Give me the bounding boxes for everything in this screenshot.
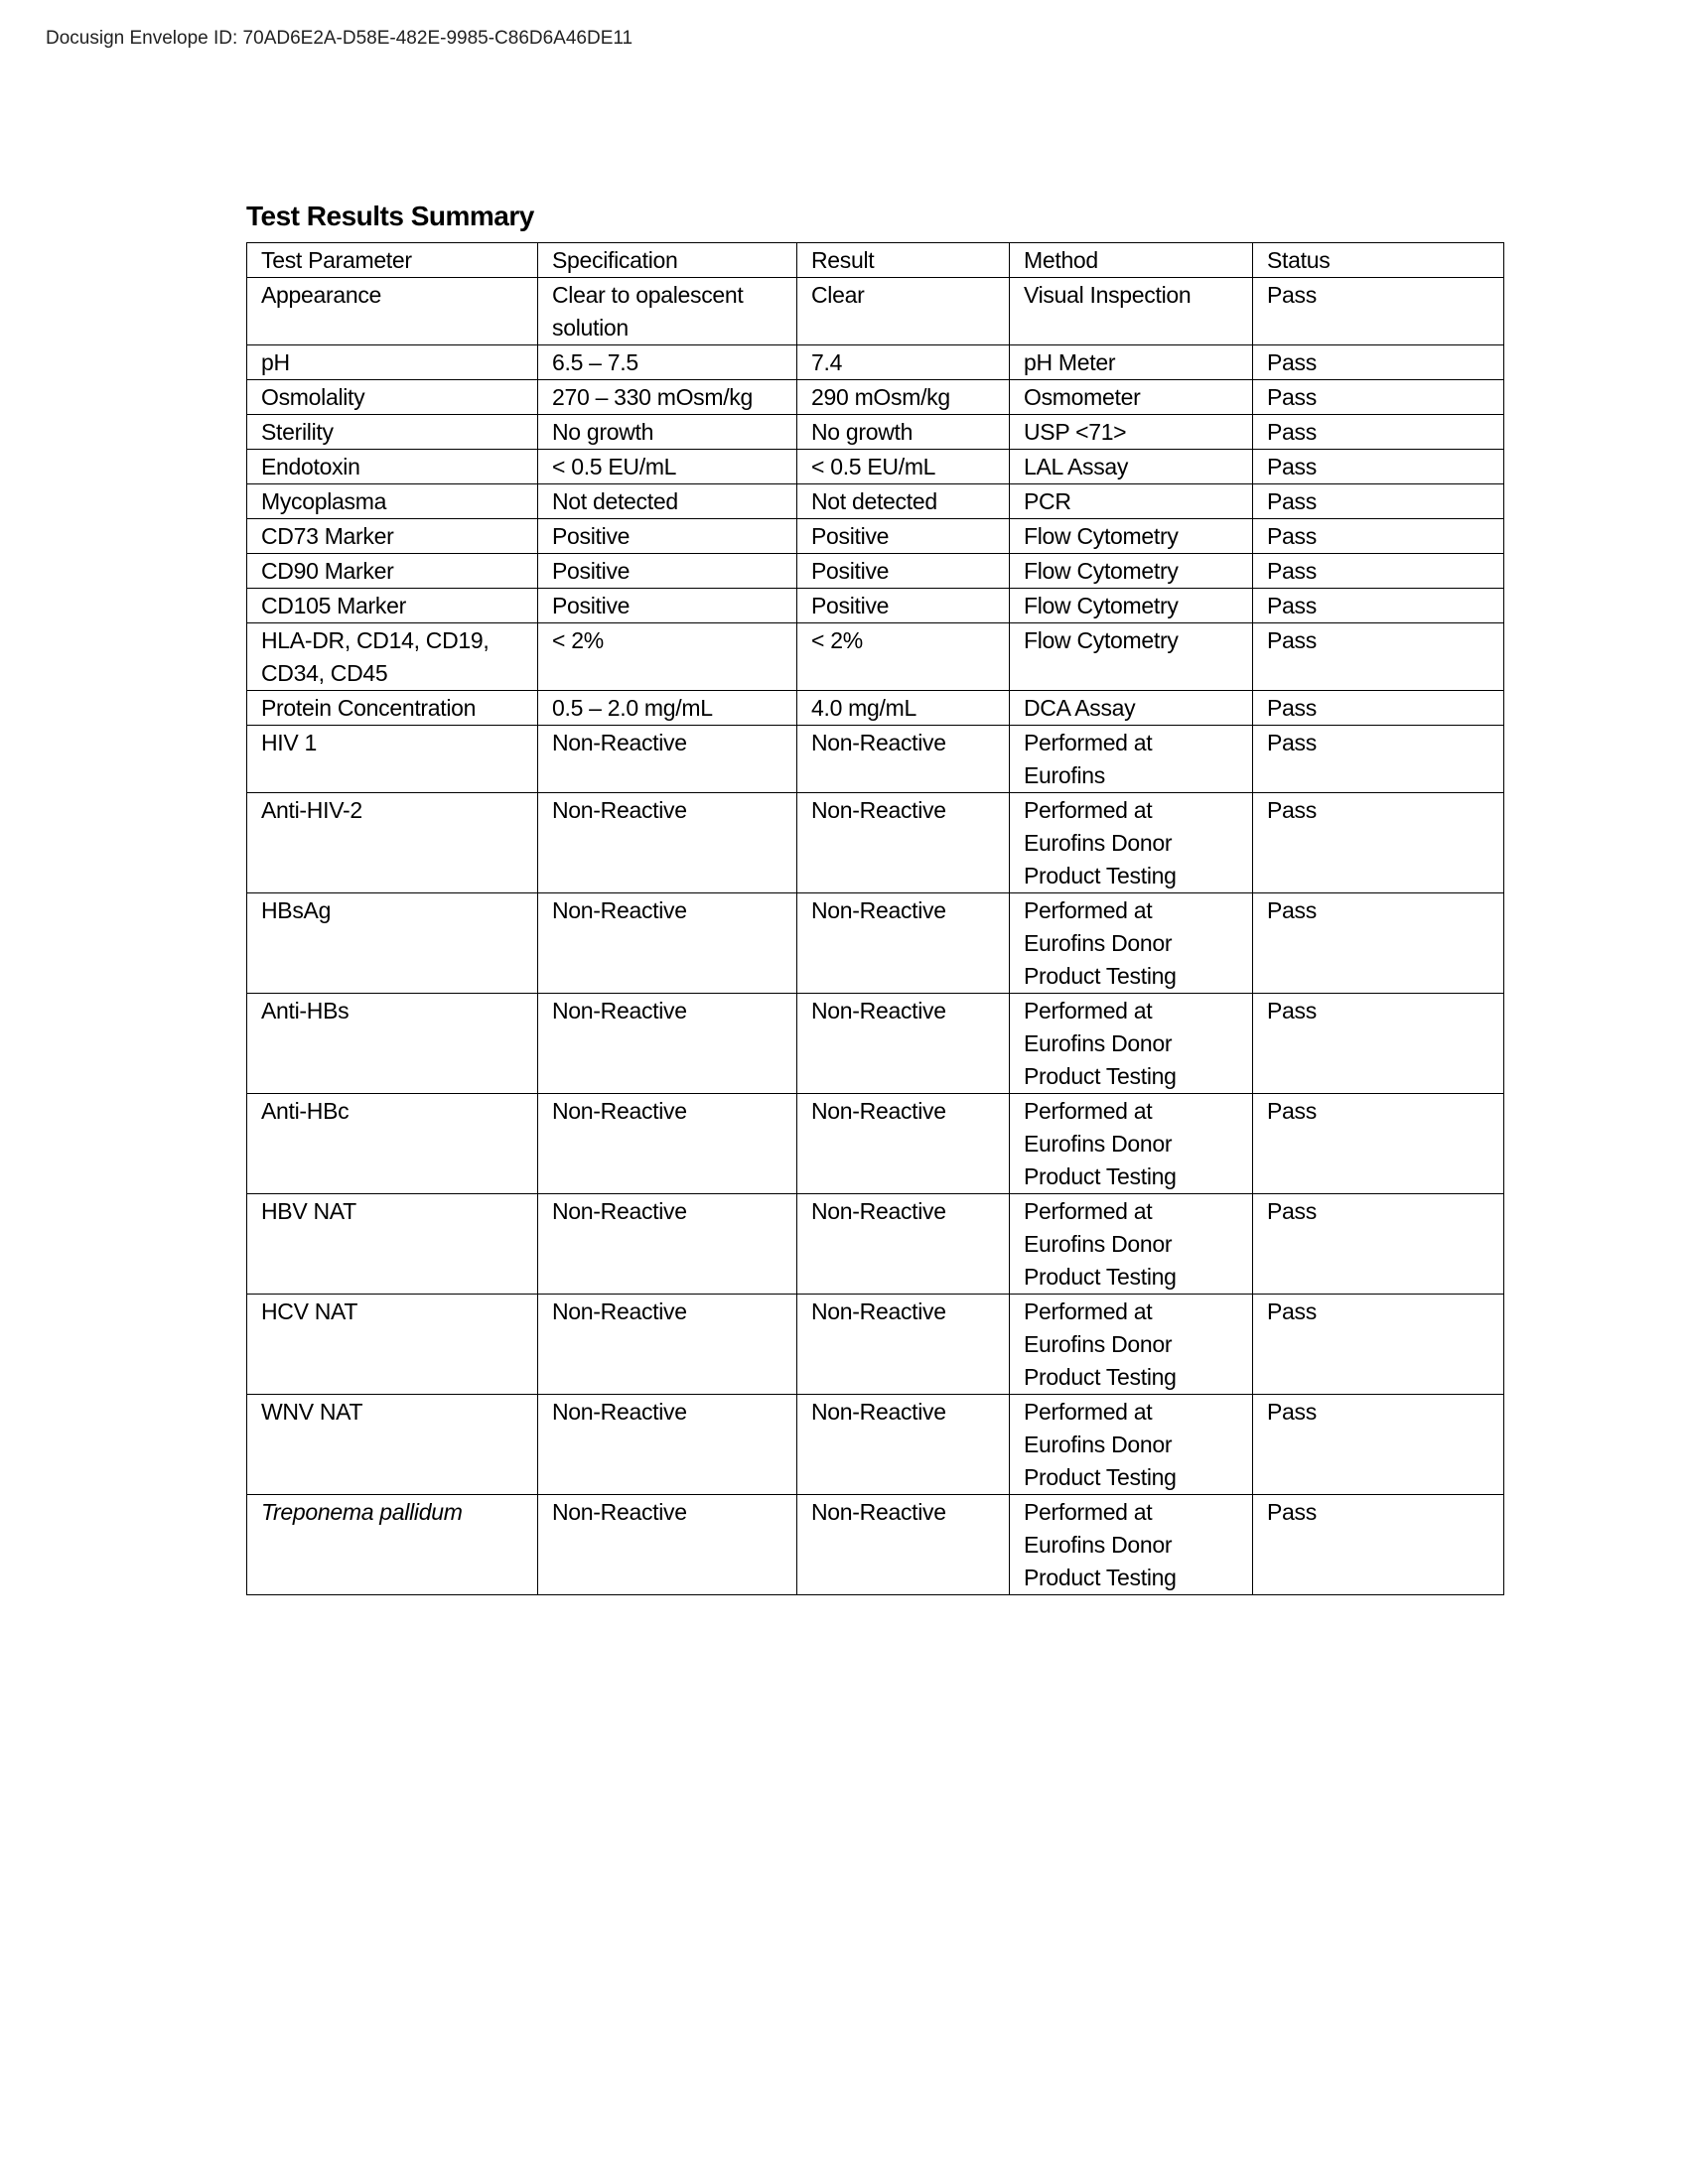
table-row bbox=[247, 1194, 1504, 1295]
cell-specification: Positive bbox=[538, 589, 797, 623]
cell-result: 4.0 mg/mL bbox=[797, 691, 1010, 726]
cell-method: Visual Inspection bbox=[1010, 278, 1253, 345]
cell-method: Osmometer bbox=[1010, 380, 1253, 415]
cell-method: Performed at Eurofins Donor Product Testing bbox=[1010, 1094, 1253, 1194]
cell-specification: 6.5 – 7.5 bbox=[538, 345, 797, 380]
cell-specification: Non-Reactive bbox=[538, 1295, 797, 1395]
cell-method: DCA Assay bbox=[1010, 691, 1253, 726]
cell-status: Pass bbox=[1253, 994, 1504, 1094]
cell-status: Pass bbox=[1253, 1295, 1504, 1395]
cell-status: Pass bbox=[1253, 1495, 1504, 1595]
cell-result: Non-Reactive bbox=[797, 1295, 1010, 1395]
cell-test-parameter: Anti-HIV-2 bbox=[247, 793, 538, 893]
cell-specification: Not detected bbox=[538, 484, 797, 519]
cell-result: Non-Reactive bbox=[797, 1495, 1010, 1595]
cell-status: Pass bbox=[1253, 450, 1504, 484]
cell-specification: Non-Reactive bbox=[538, 994, 797, 1094]
table-row bbox=[247, 484, 1504, 519]
table-row bbox=[247, 893, 1504, 994]
header-status: Status bbox=[1253, 243, 1504, 278]
table-row bbox=[247, 726, 1504, 793]
cell-result: Positive bbox=[797, 519, 1010, 554]
cell-test-parameter: WNV NAT bbox=[247, 1395, 538, 1495]
cell-result: Positive bbox=[797, 589, 1010, 623]
cell-result: Positive bbox=[797, 554, 1010, 589]
cell-status: Pass bbox=[1253, 554, 1504, 589]
cell-test-parameter: HIV 1 bbox=[247, 726, 538, 793]
cell-method: USP <71> bbox=[1010, 415, 1253, 450]
cell-test-parameter: HCV NAT bbox=[247, 1295, 538, 1395]
cell-result: Clear bbox=[797, 278, 1010, 345]
cell-test-parameter: CD105 Marker bbox=[247, 589, 538, 623]
cell-status: Pass bbox=[1253, 1194, 1504, 1295]
cell-test-parameter: Osmolality bbox=[247, 380, 538, 415]
table-row bbox=[247, 415, 1504, 450]
cell-method: Performed at Eurofins Donor Product Testing bbox=[1010, 893, 1253, 994]
cell-method: PCR bbox=[1010, 484, 1253, 519]
table-header-row bbox=[247, 243, 1504, 278]
cell-result: Non-Reactive bbox=[797, 726, 1010, 793]
cell-result: < 2% bbox=[797, 623, 1010, 691]
cell-result: Not detected bbox=[797, 484, 1010, 519]
cell-test-parameter: CD90 Marker bbox=[247, 554, 538, 589]
cell-result: < 0.5 EU/mL bbox=[797, 450, 1010, 484]
cell-specification: Non-Reactive bbox=[538, 1194, 797, 1295]
cell-test-parameter: pH bbox=[247, 345, 538, 380]
cell-test-parameter: HBV NAT bbox=[247, 1194, 538, 1295]
cell-test-parameter: Protein Concentration bbox=[247, 691, 538, 726]
cell-method: LAL Assay bbox=[1010, 450, 1253, 484]
cell-specification: Positive bbox=[538, 554, 797, 589]
table-row bbox=[247, 691, 1504, 726]
cell-specification: Non-Reactive bbox=[538, 1094, 797, 1194]
cell-status: Pass bbox=[1253, 278, 1504, 345]
cell-specification: Positive bbox=[538, 519, 797, 554]
cell-result: Non-Reactive bbox=[797, 793, 1010, 893]
cell-status: Pass bbox=[1253, 484, 1504, 519]
cell-test-parameter: Appearance bbox=[247, 278, 538, 345]
table-row bbox=[247, 1395, 1504, 1495]
test-results-table bbox=[246, 242, 1504, 1595]
cell-specification: 270 – 330 mOsm/kg bbox=[538, 380, 797, 415]
cell-test-parameter: Anti-HBs bbox=[247, 994, 538, 1094]
cell-specification: < 0.5 EU/mL bbox=[538, 450, 797, 484]
cell-method: Flow Cytometry bbox=[1010, 589, 1253, 623]
cell-status: Pass bbox=[1253, 380, 1504, 415]
cell-test-parameter: CD73 Marker bbox=[247, 519, 538, 554]
cell-method: Performed at Eurofins Donor Product Testing bbox=[1010, 1495, 1253, 1595]
header-test-parameter: Test Parameter bbox=[247, 243, 538, 278]
cell-specification: Non-Reactive bbox=[538, 726, 797, 793]
cell-status: Pass bbox=[1253, 589, 1504, 623]
cell-test-parameter: Treponema pallidum bbox=[247, 1495, 538, 1595]
cell-specification: Non-Reactive bbox=[538, 1395, 797, 1495]
cell-result: Non-Reactive bbox=[797, 1094, 1010, 1194]
cell-status: Pass bbox=[1253, 519, 1504, 554]
cell-specification: Clear to opalescent solution bbox=[538, 278, 797, 345]
cell-result: Non-Reactive bbox=[797, 994, 1010, 1094]
cell-specification: 0.5 – 2.0 mg/mL bbox=[538, 691, 797, 726]
cell-test-parameter: Sterility bbox=[247, 415, 538, 450]
cell-method: Performed at Eurofins Donor Product Testing bbox=[1010, 1194, 1253, 1295]
table-row bbox=[247, 1495, 1504, 1595]
table-row bbox=[247, 623, 1504, 691]
cell-method: Flow Cytometry bbox=[1010, 519, 1253, 554]
table-row bbox=[247, 1094, 1504, 1194]
cell-status: Pass bbox=[1253, 415, 1504, 450]
envelope-id: Docusign Envelope ID: 70AD6E2A-D58E-482E-9985-C86D6A46DE11 bbox=[46, 28, 633, 49]
cell-method: Performed at Eurofins Donor Product Testing bbox=[1010, 793, 1253, 893]
cell-status: Pass bbox=[1253, 893, 1504, 994]
cell-method: Flow Cytometry bbox=[1010, 554, 1253, 589]
table-row bbox=[247, 994, 1504, 1094]
cell-method: Performed at Eurofins Donor Product Testing bbox=[1010, 1395, 1253, 1495]
table-row bbox=[247, 589, 1504, 623]
cell-status: Pass bbox=[1253, 691, 1504, 726]
cell-result: 7.4 bbox=[797, 345, 1010, 380]
cell-specification: Non-Reactive bbox=[538, 793, 797, 893]
table-row bbox=[247, 450, 1504, 484]
cell-result: 290 mOsm/kg bbox=[797, 380, 1010, 415]
cell-status: Pass bbox=[1253, 1395, 1504, 1495]
cell-result: No growth bbox=[797, 415, 1010, 450]
page-title: Test Results Summary bbox=[246, 201, 534, 231]
header-specification: Specification bbox=[538, 243, 797, 278]
table-row bbox=[247, 278, 1504, 345]
cell-method: Performed at Eurofins bbox=[1010, 726, 1253, 793]
cell-result: Non-Reactive bbox=[797, 1194, 1010, 1295]
cell-specification: Non-Reactive bbox=[538, 893, 797, 994]
table-row bbox=[247, 380, 1504, 415]
cell-test-parameter: Anti-HBc bbox=[247, 1094, 538, 1194]
cell-status: Pass bbox=[1253, 726, 1504, 793]
cell-status: Pass bbox=[1253, 793, 1504, 893]
cell-test-parameter: Endotoxin bbox=[247, 450, 538, 484]
cell-result: Non-Reactive bbox=[797, 893, 1010, 994]
table-row bbox=[247, 1295, 1504, 1395]
cell-status: Pass bbox=[1253, 623, 1504, 691]
table-row bbox=[247, 519, 1504, 554]
cell-method: Performed at Eurofins Donor Product Testing bbox=[1010, 1295, 1253, 1395]
cell-specification: No growth bbox=[538, 415, 797, 450]
cell-test-parameter: Mycoplasma bbox=[247, 484, 538, 519]
header-result: Result bbox=[797, 243, 1010, 278]
cell-test-parameter: HLA-DR, CD14, CD19, CD34, CD45 bbox=[247, 623, 538, 691]
cell-method: Flow Cytometry bbox=[1010, 623, 1253, 691]
cell-status: Pass bbox=[1253, 1094, 1504, 1194]
cell-test-parameter: HBsAg bbox=[247, 893, 538, 994]
cell-specification: Non-Reactive bbox=[538, 1495, 797, 1595]
cell-status: Pass bbox=[1253, 345, 1504, 380]
header-method: Method bbox=[1010, 243, 1253, 278]
table-row bbox=[247, 345, 1504, 380]
cell-result: Non-Reactive bbox=[797, 1395, 1010, 1495]
cell-specification: < 2% bbox=[538, 623, 797, 691]
table-row bbox=[247, 554, 1504, 589]
cell-method: pH Meter bbox=[1010, 345, 1253, 380]
cell-method: Performed at Eurofins Donor Product Testing bbox=[1010, 994, 1253, 1094]
table-row bbox=[247, 793, 1504, 893]
